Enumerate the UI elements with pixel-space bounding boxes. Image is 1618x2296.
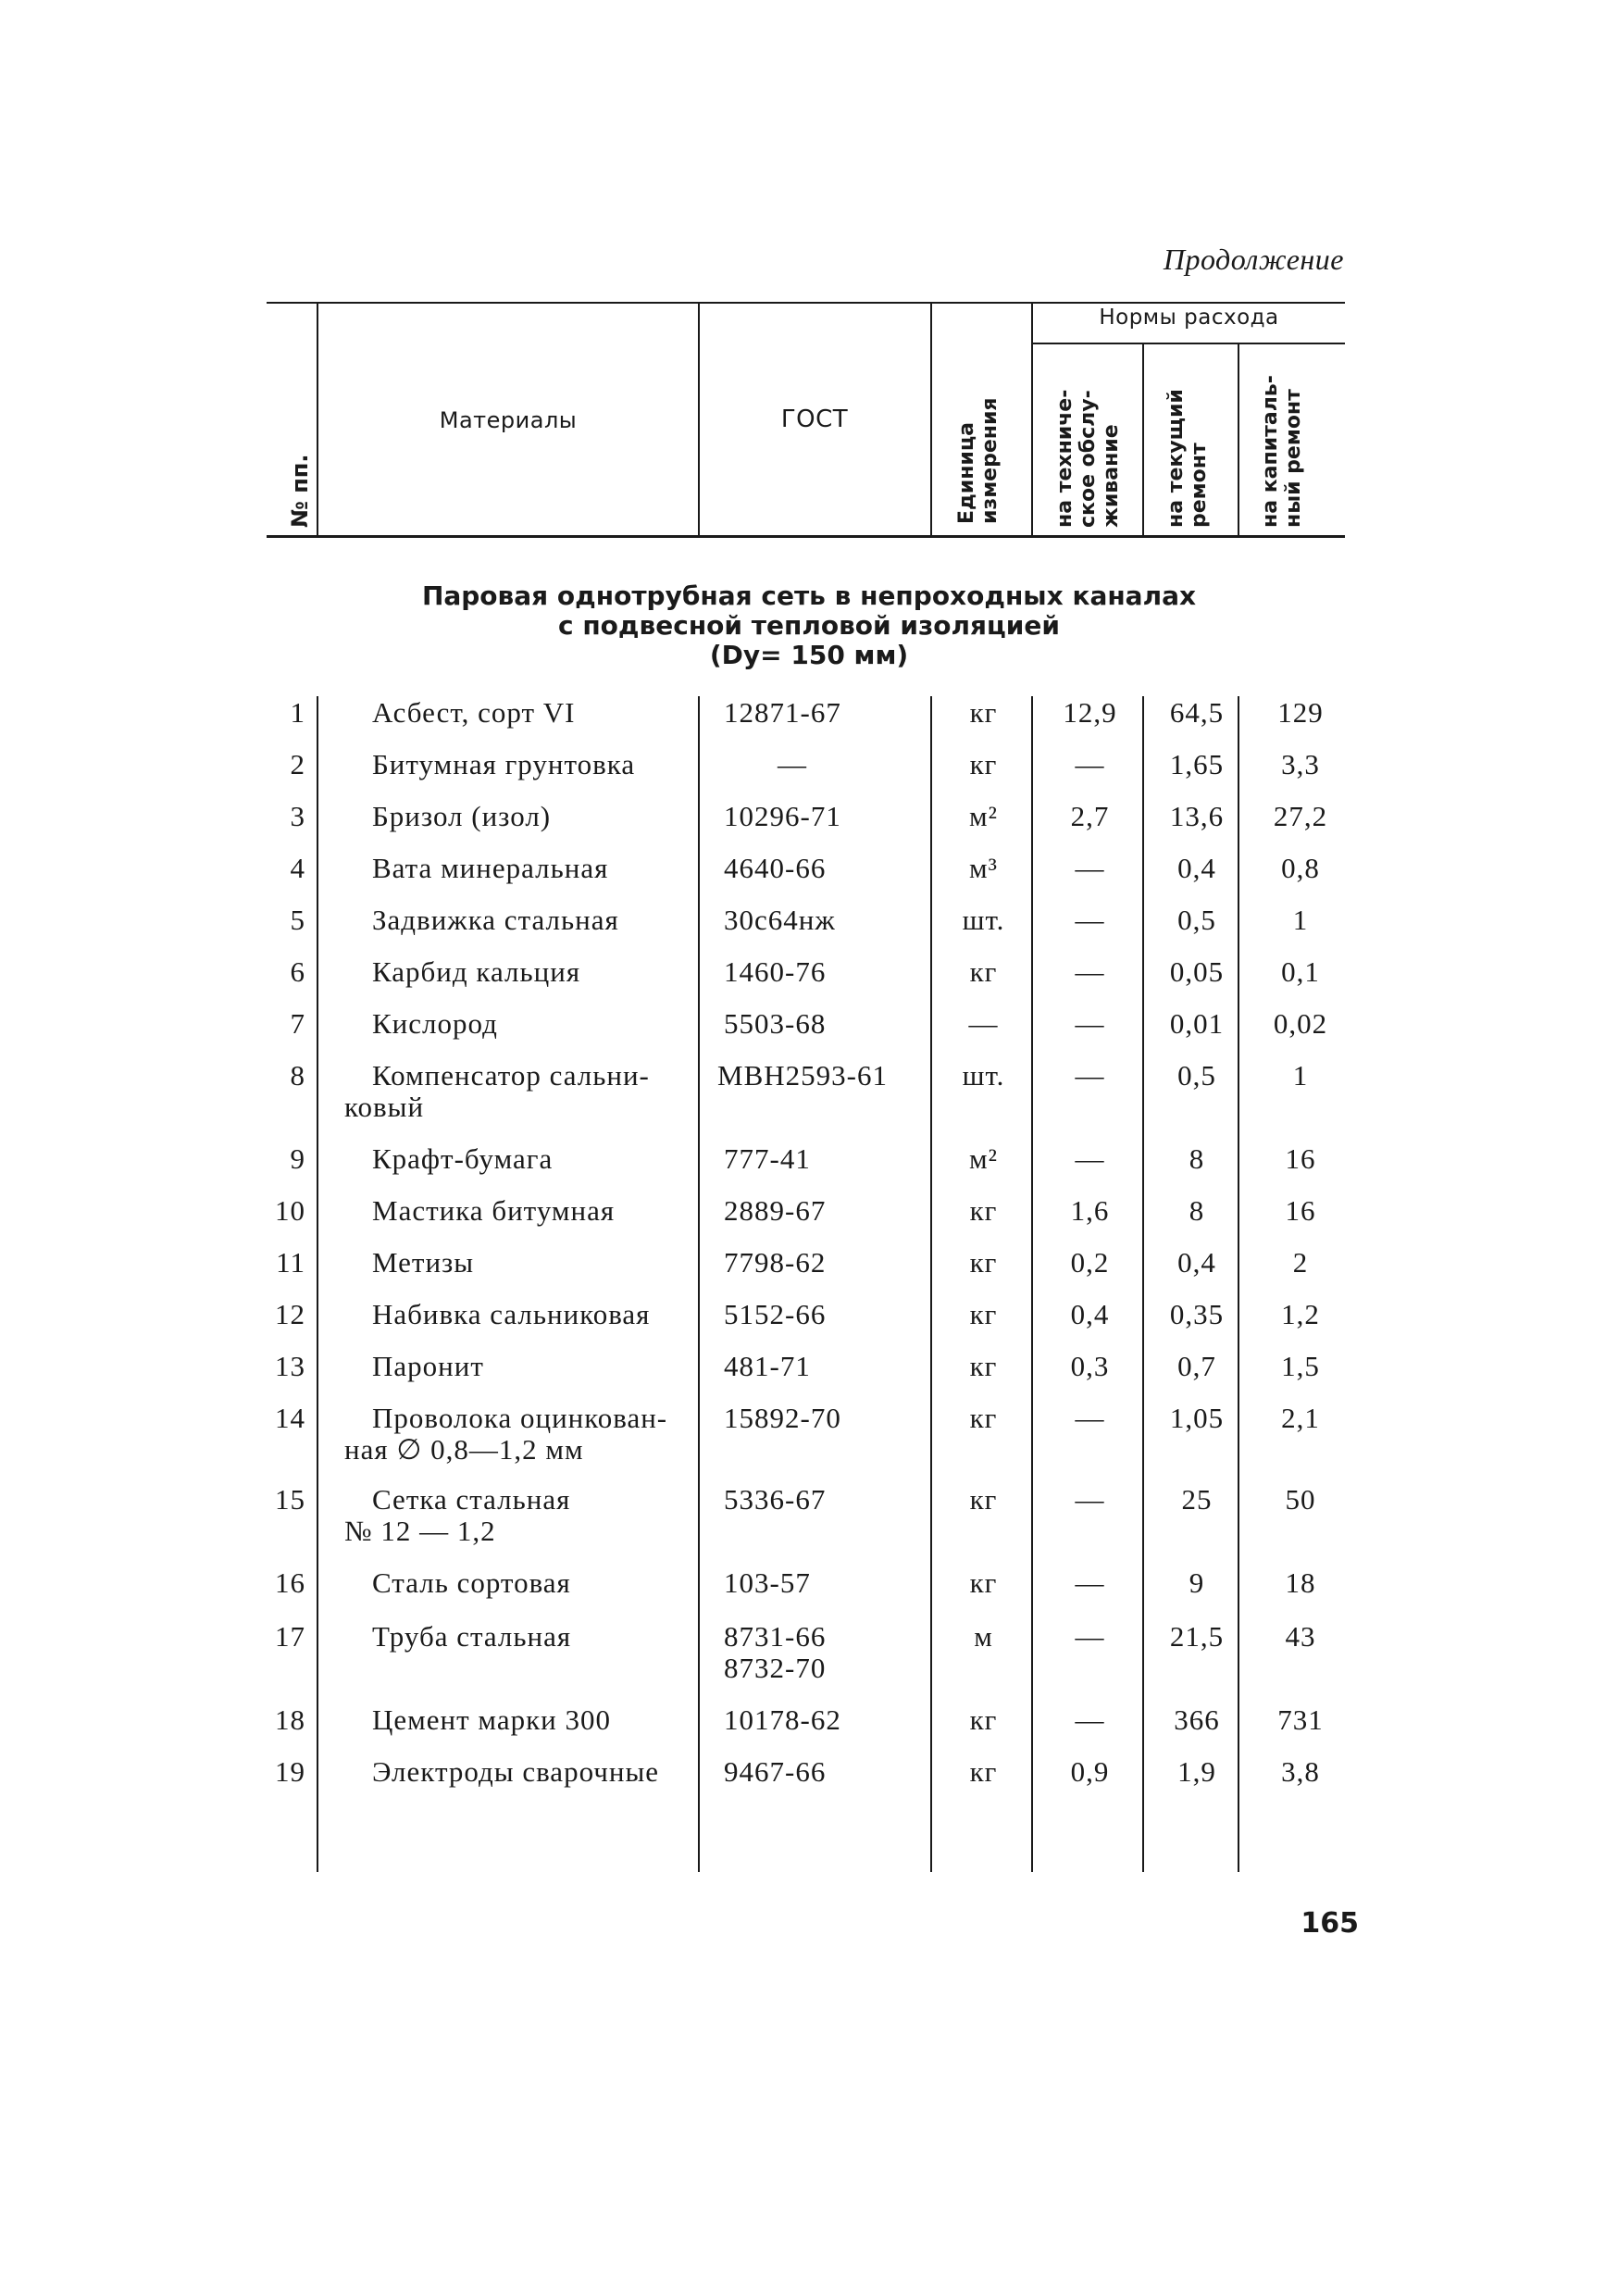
- row-norm-current: 0,5: [1177, 1059, 1216, 1092]
- section-title-line1: Паровая однотрубная сеть в непроходных каналах: [421, 580, 1197, 611]
- row-num: 5: [290, 904, 305, 936]
- header-norm-maint: на техниче- ское обслу- живание: [1053, 389, 1123, 528]
- row-unit: м³: [969, 852, 998, 884]
- row-unit: —: [968, 1007, 999, 1040]
- row-norm-capital: 1,5: [1281, 1350, 1320, 1382]
- row-gost: 4640-66: [724, 852, 827, 884]
- table-row: [0, 1298, 1618, 1352]
- table-row: [0, 1566, 1618, 1620]
- row-gost: —: [778, 748, 807, 780]
- row-unit: кг: [969, 1298, 998, 1330]
- row-norm-current: 21,5: [1169, 1620, 1225, 1653]
- row-num: 11: [276, 1246, 305, 1279]
- header-vline-4: [1031, 304, 1033, 535]
- row-num: 2: [290, 748, 305, 780]
- row-num: 19: [275, 1755, 305, 1788]
- row-norm-maint: —: [1075, 1059, 1105, 1092]
- row-num: 13: [275, 1350, 305, 1382]
- row-norm-current: 0,7: [1177, 1350, 1216, 1382]
- table-row: [0, 748, 1618, 802]
- header-vline-3: [930, 304, 932, 535]
- header-gost: ГОСТ: [780, 406, 849, 433]
- row-norm-maint: —: [1075, 748, 1105, 780]
- table-row: [0, 1246, 1618, 1300]
- row-norm-maint: —: [1075, 1703, 1105, 1736]
- row-gost: 30с64нж: [724, 904, 836, 936]
- row-num: 4: [290, 852, 305, 884]
- row-norm-current: 8: [1189, 1142, 1205, 1175]
- row-norm-capital: 3,3: [1281, 748, 1320, 780]
- row-norm-current: 1,05: [1169, 1402, 1225, 1434]
- row-norm-current: 0,5: [1177, 904, 1216, 936]
- row-gost: 1460-76: [724, 955, 827, 988]
- row-norm-current: 64,5: [1169, 696, 1225, 729]
- row-material: Сетка стальная: [372, 1483, 571, 1516]
- row-gost-cont: 8732-70: [724, 1652, 827, 1684]
- row-material-cont: ная ∅ 0,8—1,2 мм: [344, 1433, 584, 1466]
- row-gost: 5503-68: [724, 1007, 827, 1040]
- row-norm-current: 13,6: [1169, 800, 1225, 832]
- row-gost: 2889-67: [724, 1194, 827, 1227]
- row-norm-current: 25: [1181, 1483, 1213, 1516]
- row-norm-maint: —: [1075, 1402, 1105, 1434]
- table-row: [0, 1402, 1618, 1485]
- row-norm-current: 0,05: [1169, 955, 1225, 988]
- row-gost: 9467-66: [724, 1755, 827, 1788]
- row-norm-capital: 0,8: [1281, 852, 1320, 884]
- row-unit: кг: [969, 1703, 998, 1736]
- row-norm-capital: 27,2: [1273, 800, 1328, 832]
- row-norm-maint: 0,3: [1070, 1350, 1110, 1382]
- table-row: [0, 955, 1618, 1009]
- row-gost: 481-71: [724, 1350, 811, 1382]
- row-norm-current: 0,01: [1169, 1007, 1225, 1040]
- row-num: 1: [290, 696, 305, 729]
- row-material: Электроды сварочные: [372, 1755, 660, 1788]
- row-num: 7: [290, 1007, 305, 1040]
- row-norm-capital: 1: [1292, 1059, 1309, 1092]
- row-norm-current: 1,65: [1169, 748, 1225, 780]
- row-num: 14: [275, 1402, 305, 1434]
- table-row: [0, 800, 1618, 854]
- row-norm-maint: —: [1075, 1620, 1105, 1653]
- row-norm-capital: 1: [1292, 904, 1309, 936]
- header-vline-6: [1238, 344, 1239, 535]
- row-unit: шт.: [962, 904, 1005, 936]
- row-material: Вата минеральная: [372, 852, 609, 884]
- row-norm-maint: —: [1075, 1142, 1105, 1175]
- table-row: [0, 904, 1618, 957]
- row-material: Труба стальная: [372, 1620, 572, 1653]
- row-unit: кг: [969, 1755, 998, 1788]
- row-unit: кг: [969, 748, 998, 780]
- table-row: [0, 852, 1618, 905]
- row-material: Компенсатор сальни-: [372, 1059, 650, 1092]
- row-unit: кг: [969, 1566, 998, 1599]
- row-unit: м: [974, 1620, 993, 1653]
- row-norm-capital: 2,1: [1281, 1402, 1320, 1434]
- row-norm-current: 0,4: [1177, 852, 1216, 884]
- row-unit: м²: [969, 800, 998, 832]
- header-vline-1: [317, 304, 318, 535]
- row-norm-capital: 18: [1285, 1566, 1316, 1599]
- page-number: 165: [1301, 1907, 1359, 1940]
- row-material-cont: ковый: [344, 1091, 425, 1123]
- row-norm-maint: —: [1075, 852, 1105, 884]
- header-norm-current: на текущий ремонт: [1164, 389, 1211, 528]
- row-material: Метизы: [372, 1246, 475, 1279]
- table-row: [0, 1194, 1618, 1248]
- row-norm-capital: 0,02: [1273, 1007, 1328, 1040]
- row-norm-capital: 2: [1292, 1246, 1309, 1279]
- table-row: [0, 1483, 1618, 1566]
- header-norm-capital: на капиталь- ный ремонт: [1259, 375, 1305, 528]
- header-materials: Материалы: [439, 407, 578, 433]
- row-norm-capital: 731: [1277, 1703, 1324, 1736]
- row-norm-maint: —: [1075, 1483, 1105, 1516]
- row-num: 8: [290, 1059, 305, 1092]
- row-material: Бризол (изол): [372, 800, 552, 832]
- row-num: 18: [275, 1703, 305, 1736]
- section-title-line2: с подвесной тепловой изоляцией: [557, 610, 1061, 641]
- table-row: [0, 1620, 1618, 1703]
- row-material: Карбид кальция: [372, 955, 581, 988]
- row-material: Крафт-бумага: [372, 1142, 554, 1175]
- table-row: [0, 696, 1618, 750]
- row-num: 9: [290, 1142, 305, 1175]
- header-vline-5: [1142, 344, 1144, 535]
- norms-subheader-rule: [1033, 343, 1345, 344]
- header-top-rule: [267, 302, 1345, 304]
- row-unit: кг: [969, 1246, 998, 1279]
- row-gost: 103-57: [724, 1566, 811, 1599]
- row-unit: шт.: [962, 1059, 1005, 1092]
- row-material: Задвижка стальная: [372, 904, 619, 936]
- row-norm-capital: 3,8: [1281, 1755, 1320, 1788]
- row-material: Мастика битумная: [372, 1194, 616, 1227]
- row-norm-capital: 0,1: [1281, 955, 1320, 988]
- row-norm-maint: —: [1075, 1007, 1105, 1040]
- row-norm-capital: 50: [1285, 1483, 1316, 1516]
- header-norms: Нормы расхода: [1099, 306, 1279, 330]
- table-row: [0, 1703, 1618, 1757]
- row-norm-maint: 1,6: [1070, 1194, 1110, 1227]
- row-num: 16: [275, 1566, 305, 1599]
- row-norm-maint: 0,9: [1070, 1755, 1110, 1788]
- row-norm-current: 0,35: [1169, 1298, 1225, 1330]
- row-material: Проволока оцинкован-: [372, 1402, 668, 1434]
- row-num: 3: [290, 800, 305, 832]
- row-unit: кг: [969, 696, 998, 729]
- row-norm-maint: 0,4: [1070, 1298, 1110, 1330]
- row-norm-maint: —: [1075, 904, 1105, 936]
- row-gost: 8731-66: [724, 1620, 827, 1653]
- row-unit: кг: [969, 955, 998, 988]
- row-norm-current: 8: [1189, 1194, 1205, 1227]
- row-gost: 7798-62: [724, 1246, 827, 1279]
- row-norm-capital: 16: [1285, 1142, 1316, 1175]
- row-material: Сталь сортовая: [372, 1566, 571, 1599]
- row-gost: 15892-70: [724, 1402, 841, 1434]
- row-norm-current: 1,9: [1177, 1755, 1216, 1788]
- row-material: Набивка сальниковая: [372, 1298, 651, 1330]
- row-gost: 10296-71: [724, 800, 841, 832]
- row-gost: 777-41: [724, 1142, 811, 1175]
- row-gost: 12871-67: [724, 696, 841, 729]
- row-norm-maint: —: [1075, 1566, 1105, 1599]
- row-material: Асбест, сорт VI: [372, 696, 576, 729]
- row-unit: кг: [969, 1483, 998, 1516]
- row-norm-current: 9: [1189, 1566, 1205, 1599]
- row-norm-capital: 1,2: [1281, 1298, 1320, 1330]
- row-unit: кг: [969, 1402, 998, 1434]
- row-material: Кислород: [372, 1007, 498, 1040]
- row-unit: м²: [969, 1142, 998, 1175]
- table-row: [0, 1059, 1618, 1142]
- header-num: № пп.: [287, 454, 313, 528]
- table-row: [0, 1007, 1618, 1061]
- row-num: 17: [275, 1620, 305, 1653]
- row-material-cont: № 12 — 1,2: [344, 1515, 496, 1547]
- row-material: Битумная грунтовка: [372, 748, 636, 780]
- row-gost: МВН2593-61: [717, 1059, 888, 1092]
- row-unit: кг: [969, 1194, 998, 1227]
- row-material: Паронит: [372, 1350, 484, 1382]
- row-gost: 10178-62: [724, 1703, 841, 1736]
- row-unit: кг: [969, 1350, 998, 1382]
- continuation-label: Продолжение: [1163, 243, 1344, 276]
- table-row: [0, 1350, 1618, 1404]
- row-num: 6: [290, 955, 305, 988]
- row-norm-capital: 129: [1277, 696, 1324, 729]
- row-material: Цемент марки 300: [372, 1703, 611, 1736]
- header-unit: Единица измерения: [955, 397, 1002, 524]
- row-num: 10: [275, 1194, 305, 1227]
- table-row: [0, 1142, 1618, 1196]
- header-bottom-rule: [267, 535, 1345, 538]
- row-gost: 5152-66: [724, 1298, 827, 1330]
- row-norm-maint: —: [1075, 955, 1105, 988]
- section-title-line3: (Dу= 150 мм): [709, 640, 909, 670]
- row-norm-capital: 43: [1285, 1620, 1316, 1653]
- row-gost: 5336-67: [724, 1483, 827, 1516]
- row-norm-capital: 16: [1285, 1194, 1316, 1227]
- row-num: 12: [275, 1298, 305, 1330]
- row-norm-maint: 12,9: [1063, 696, 1117, 729]
- row-norm-current: 366: [1174, 1703, 1220, 1736]
- row-norm-maint: 0,2: [1070, 1246, 1110, 1279]
- row-num: 15: [275, 1483, 305, 1516]
- row-norm-current: 0,4: [1177, 1246, 1216, 1279]
- table-row: [0, 1755, 1618, 1809]
- row-norm-maint: 2,7: [1070, 800, 1110, 832]
